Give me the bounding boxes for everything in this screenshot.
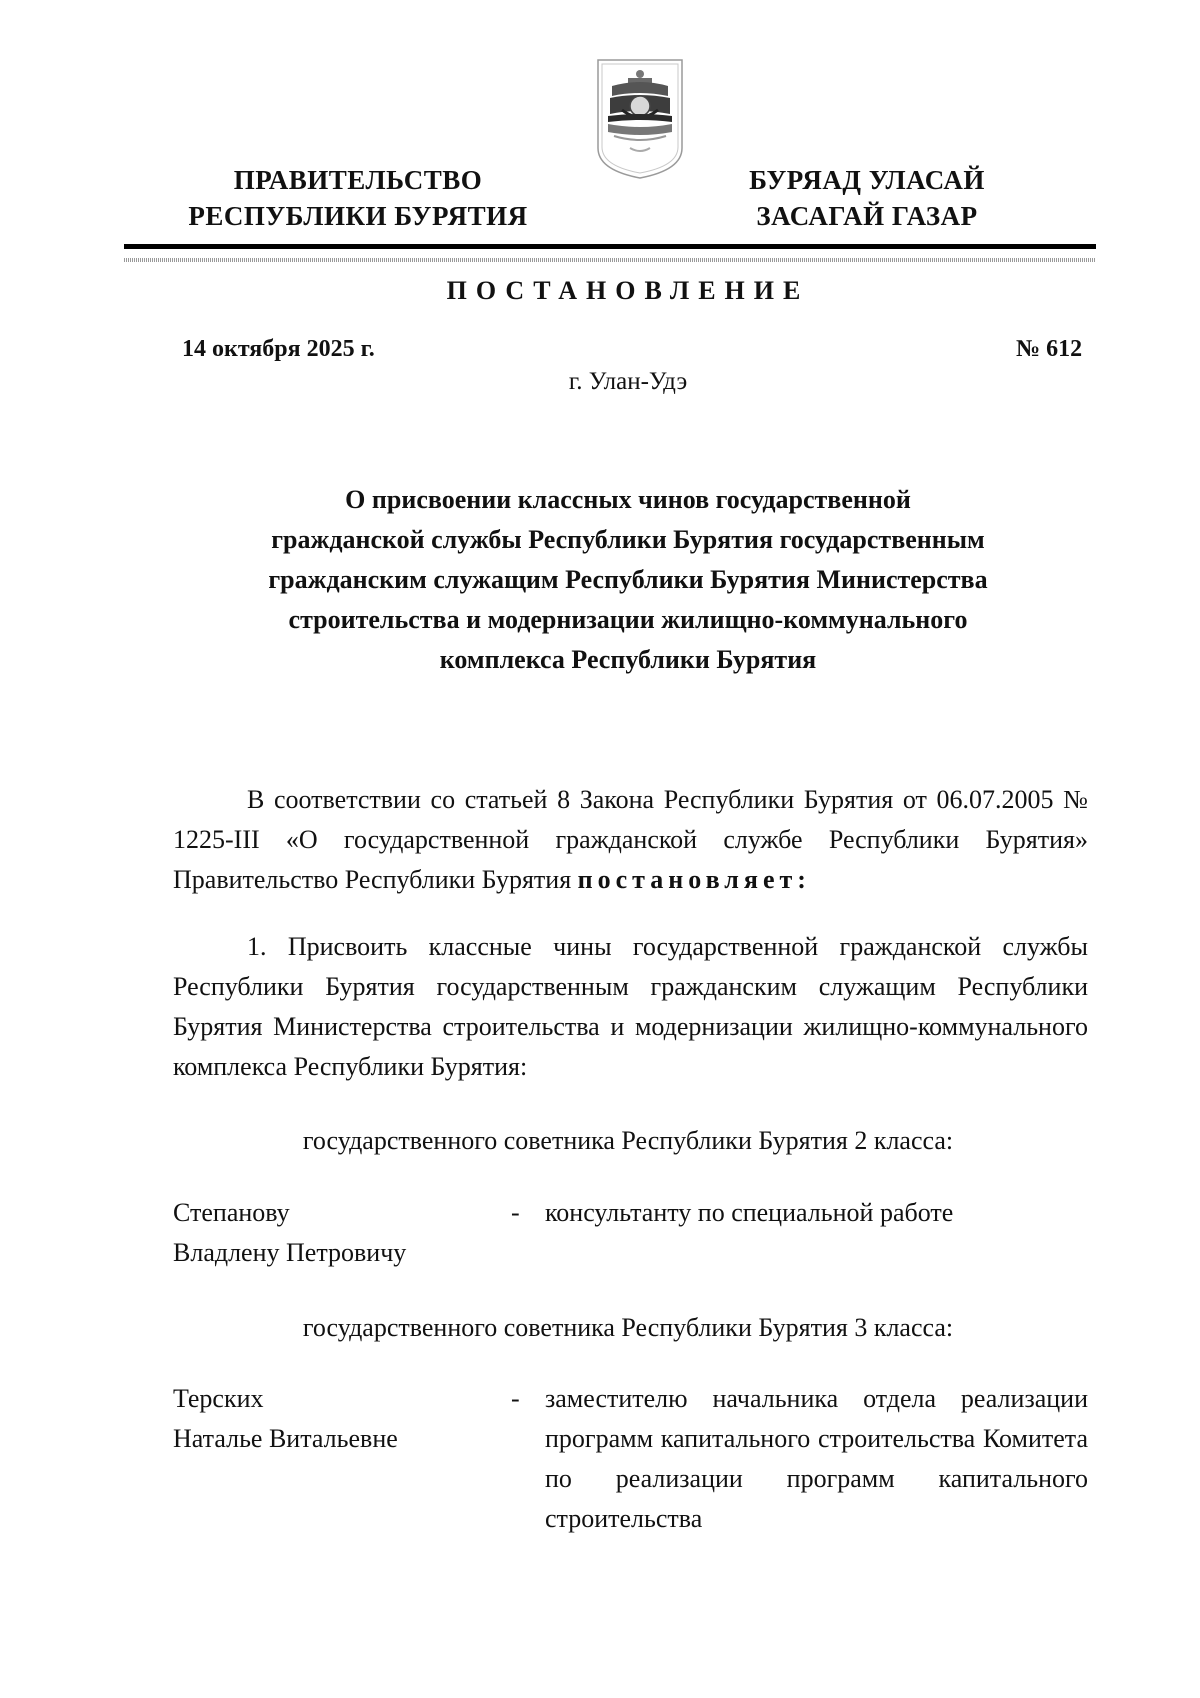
header-left-title <box>148 162 568 234</box>
subject-line: гражданской службы Республики Бурятия государственным <box>271 525 985 554</box>
header-right-line1: БУРЯАД УЛАСАЙ <box>749 165 985 195</box>
header-rule-thin <box>124 258 1096 262</box>
header-rule-thick <box>124 244 1096 249</box>
appointee-given-names: Наталье Витальевне <box>173 1424 398 1453</box>
preamble-text: В соответствии со статьей 8 Закона Республики Бурятия от 06.07.2005 № 1225-III «О государственной гражданской службе Республики Бурятия» Правительство Республики Бурятия <box>173 785 1088 894</box>
appointee-name <box>173 1193 473 1273</box>
header-right-line2: ЗАСАГАЙ ГАЗАР <box>756 201 978 231</box>
document-subject <box>170 480 1086 680</box>
document-date: 14 октября 2025 г. <box>182 336 375 362</box>
header-right-title <box>657 162 1077 234</box>
dash-separator: - <box>511 1384 520 1413</box>
header-left-line2: РЕСПУБЛИКИ БУРЯТИЯ <box>188 201 528 231</box>
document-city: г. Улан-Удэ <box>568 368 688 395</box>
rank-heading: государственного советника Республики Бурятия 3 класса: <box>302 1313 954 1342</box>
appointee-position: заместителю начальника отдела реализации программ капитального строительства Комитета по реализации программ капитального строительства <box>545 1384 1088 1533</box>
document-type-title: ПОСТАНОВЛЕНИЕ <box>446 276 810 305</box>
item-1-paragraph: 1. Присвоить классные чины государственной гражданской службы Республики Бурятия государственным гражданским служащим Республики Бурятия Министерства строительства и модернизации жилищно-коммунального комплекса Республики Бурятия: <box>173 932 1088 1081</box>
appointee-surname: Терских <box>173 1384 264 1413</box>
subject-line: О присвоении классных чинов государственной <box>345 485 911 514</box>
subject-line: строительства и модернизации жилищно-коммунального <box>288 605 968 634</box>
appointee-surname: Степанову <box>173 1198 290 1227</box>
subject-line: гражданским служащим Республики Бурятия Министерства <box>268 565 988 594</box>
header-left-line1: ПРАВИТЕЛЬСТВО <box>233 165 483 195</box>
document-number: № 612 <box>1016 336 1083 362</box>
appointee-position: консультанту по специальной работе <box>545 1198 954 1227</box>
subject-line: комплекса Республики Бурятия <box>439 645 817 674</box>
appointee-name <box>173 1379 473 1459</box>
decree-word: постановляет: <box>577 865 811 894</box>
coat-of-arms-emblem <box>592 52 688 180</box>
dash-separator: - <box>511 1198 520 1227</box>
preamble-paragraph <box>173 780 1088 900</box>
rank-heading: государственного советника Республики Бурятия 2 класса: <box>302 1126 954 1155</box>
appointee-given-names: Владлену Петровичу <box>173 1238 407 1267</box>
